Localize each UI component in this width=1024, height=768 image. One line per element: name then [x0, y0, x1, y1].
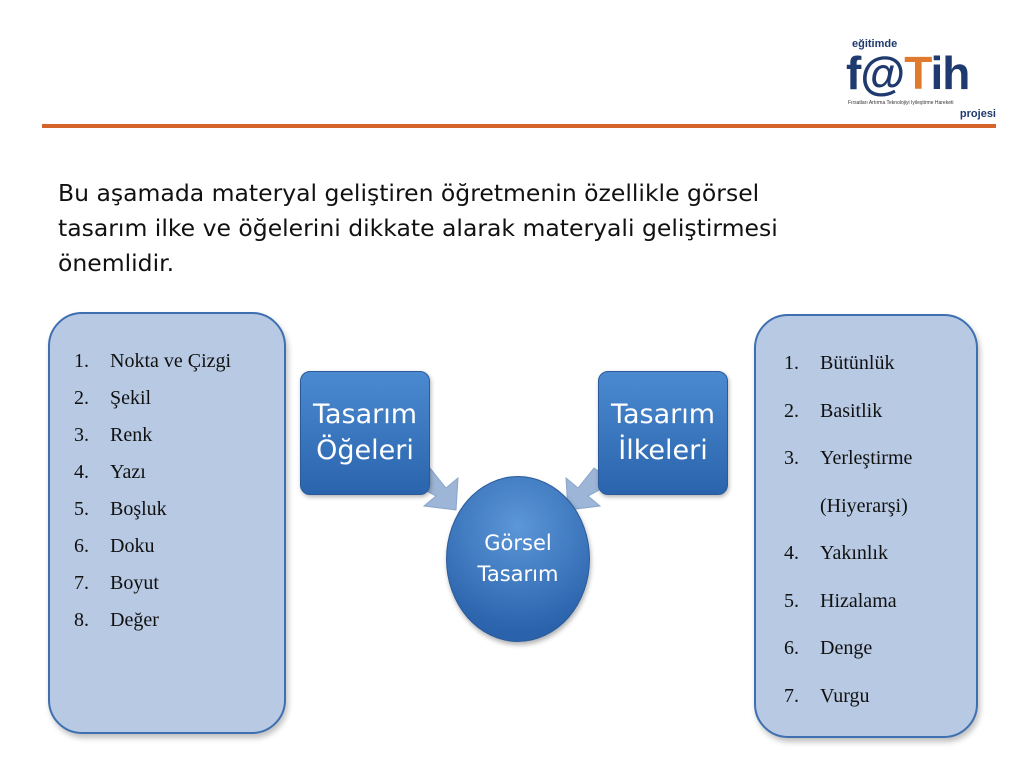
list-item	[74, 607, 231, 644]
logo-figure-t: T	[904, 47, 931, 99]
list-text: Vurgu	[820, 684, 870, 707]
list-number: 3.	[74, 424, 89, 446]
intro-line-3: önemlidir.	[58, 249, 175, 277]
logo-letters-ih: ih	[930, 47, 970, 99]
list-number: 7.	[784, 684, 799, 707]
list-text: Denge	[820, 637, 873, 659]
list-item	[74, 422, 231, 459]
logo-bottom-text: projesi	[959, 108, 996, 120]
design-principles-panel	[754, 314, 978, 738]
list-number: 1.	[74, 350, 89, 372]
list-text: Şekil	[110, 387, 152, 409]
list-text: (Hiyerarşi)	[820, 494, 908, 517]
list-text: Nokta ve Çizgi	[110, 350, 232, 372]
list-item	[74, 348, 231, 385]
logo-subtitle: Fırsatları Artırma Teknolojiyi İyileştirme Hareketi	[848, 100, 954, 106]
header-rule	[42, 124, 996, 128]
list-number: 2.	[784, 399, 799, 422]
circle-line: Görsel	[484, 531, 552, 555]
list-number: 3.	[784, 447, 799, 469]
list-item	[74, 533, 231, 570]
list-number: 6.	[784, 637, 799, 659]
list-text: Yakınlık	[820, 542, 888, 564]
list-item	[784, 635, 912, 683]
list-item-continuation	[784, 493, 912, 541]
list-number: 2.	[74, 387, 89, 409]
list-text: Boşluk	[110, 498, 167, 520]
list-text: Hizalama	[820, 589, 897, 612]
box-line: Öğeleri	[316, 435, 414, 466]
box-line: Tasarım	[610, 399, 716, 430]
list-number: 7.	[74, 572, 89, 594]
fatih-logo	[846, 38, 996, 122]
intro-paragraph	[58, 176, 958, 281]
list-item	[784, 683, 912, 731]
design-elements-box	[300, 371, 430, 495]
circle-line: Tasarım	[477, 562, 559, 586]
list-number: 5.	[784, 589, 799, 612]
intro-line-1: Bu aşamada materyal geliştiren öğretmenin özellikle görsel	[58, 179, 760, 207]
list-number: 4.	[784, 542, 799, 564]
list-item	[784, 398, 912, 446]
list-number: 4.	[74, 461, 89, 483]
intro-line-2: tasarım ilke ve öğelerini dikkate alarak materyali geliştirmesi	[58, 214, 778, 242]
list-text: Renk	[110, 424, 153, 446]
list-item	[74, 496, 231, 533]
list-item	[784, 445, 912, 493]
list-item	[74, 459, 231, 496]
list-text: Boyut	[110, 572, 159, 594]
logo-letter-f: f	[846, 47, 861, 99]
list-text: Yerleştirme	[820, 447, 913, 469]
list-item	[784, 588, 912, 636]
design-elements-list	[74, 348, 231, 644]
box-line: Tasarım	[312, 399, 418, 430]
list-item	[74, 570, 231, 607]
logo-top-text: eğitimde	[852, 38, 898, 50]
design-principles-box	[598, 371, 728, 495]
design-elements-panel	[48, 312, 286, 734]
box-line: İlkeleri	[618, 435, 708, 466]
list-text: Doku	[110, 535, 155, 557]
logo-at-sign: @	[860, 47, 905, 99]
list-number: 8.	[74, 609, 89, 631]
list-text: Yazı	[110, 461, 146, 483]
list-item	[784, 540, 912, 588]
list-number: 6.	[74, 535, 89, 557]
list-text: Bütünlük	[820, 352, 895, 374]
design-principles-list	[784, 350, 912, 730]
list-number: 1.	[784, 352, 799, 374]
visual-design-circle	[446, 476, 590, 642]
list-item	[784, 350, 912, 398]
list-number: 5.	[74, 498, 89, 520]
list-text: Basitlik	[820, 399, 883, 422]
list-text: Değer	[110, 609, 159, 631]
logo-wordmark	[846, 48, 969, 98]
list-item	[74, 385, 231, 422]
